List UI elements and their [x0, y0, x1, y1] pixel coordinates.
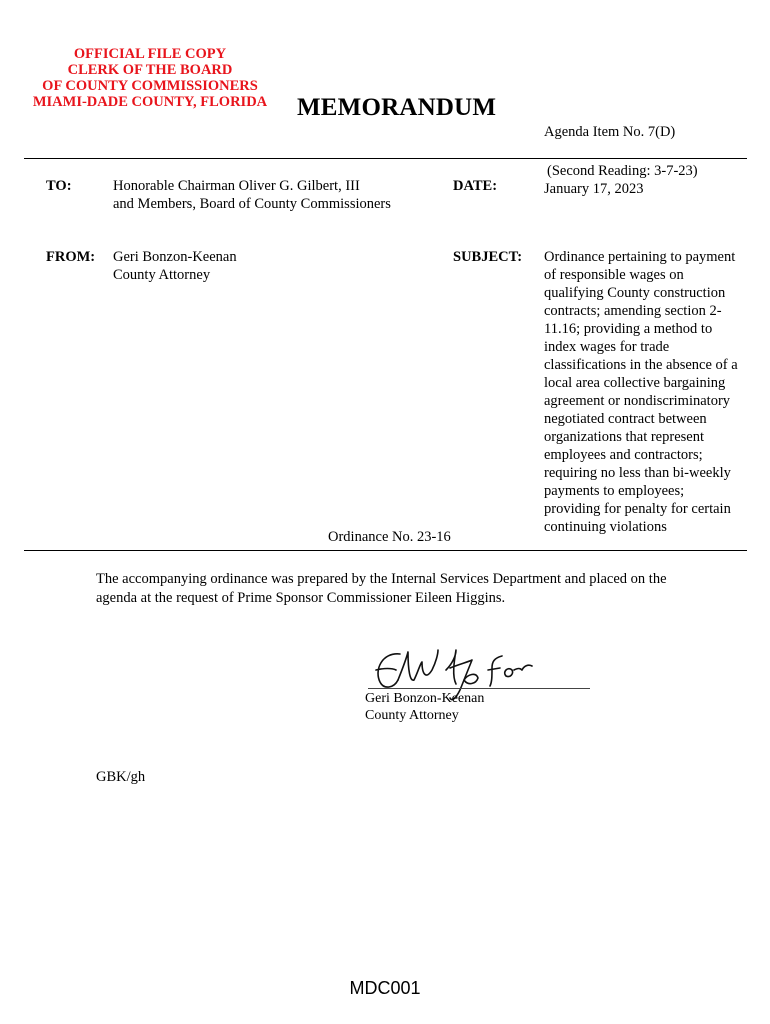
typist-initials: GBK/gh [96, 769, 146, 785]
from-label: FROM: [46, 249, 96, 265]
subject-line: classifications in the absence of a [544, 357, 738, 373]
official-file-copy-stamp [26, 46, 274, 110]
signature-block [365, 690, 484, 724]
subject-line: of responsible wages on [544, 267, 684, 283]
subject-line: local area collective bargaining [544, 375, 726, 391]
memo-date: January 17, 2023 [544, 181, 644, 197]
stamp-line: OFFICIAL FILE COPY [73, 46, 227, 62]
second-reading-note: (Second Reading: 3-7-23) [547, 163, 698, 179]
subject-line: index wages for trade [544, 339, 670, 355]
subject-line: agreement or nondiscriminatory [544, 393, 731, 409]
date-label: DATE: [453, 178, 498, 194]
signer-name: Geri Bonzon-Keenan [365, 691, 485, 706]
subject-line: contracts; amending section 2- [544, 303, 722, 319]
memo-title: MEMORANDUM [297, 94, 497, 121]
header-divider [24, 158, 747, 159]
agenda-item-number: Agenda Item No. 7(D) [544, 124, 676, 140]
subject-line: 11.16; providing a method to [544, 321, 713, 337]
subject-line: payments to employees; [544, 483, 685, 499]
to-line: and Members, Board of County Commissioners [113, 196, 391, 212]
stamp-line: CLERK OF THE BOARD [67, 62, 233, 78]
from-sender [113, 248, 237, 284]
subject-line: organizations that represent [544, 429, 704, 445]
subject-line: employees and contractors; [544, 447, 703, 463]
ordinance-number: Ordinance No. 23-16 [328, 529, 451, 545]
from-line: County Attorney [113, 267, 211, 283]
stamp-line: MIAMI-DADE COUNTY, FLORIDA [32, 94, 268, 110]
subject-line: continuing violations [544, 519, 667, 535]
page-code: MDC001 [349, 978, 421, 998]
stamp-line: OF COUNTY COMMISSIONERS [42, 78, 258, 94]
date-value [544, 162, 698, 198]
subject-line: qualifying County construction [544, 285, 726, 301]
subject-line: requiring no less than bi-weekly [544, 465, 731, 481]
subject-line: negotiated contract between [544, 411, 707, 427]
subject-line: providing for penalty for certain [544, 501, 731, 517]
to-recipient [113, 177, 391, 213]
memo-body [96, 570, 736, 608]
subject-line: Ordinance pertaining to payment [544, 249, 736, 265]
subject-label: SUBJECT: [453, 249, 523, 265]
body-line: agenda at the request of Prime Sponsor Commissioner Eileen Higgins. [96, 590, 506, 606]
signature-line [368, 688, 590, 689]
to-label: TO: [46, 178, 72, 194]
body-divider [24, 550, 747, 551]
subject-text [544, 248, 749, 536]
from-line: Geri Bonzon-Keenan [113, 249, 237, 265]
signer-title: County Attorney [365, 708, 459, 723]
body-line: The accompanying ordinance was prepared by the Internal Services Department and placed on the [96, 571, 667, 587]
to-line: Honorable Chairman Oliver G. Gilbert, III [113, 178, 360, 194]
